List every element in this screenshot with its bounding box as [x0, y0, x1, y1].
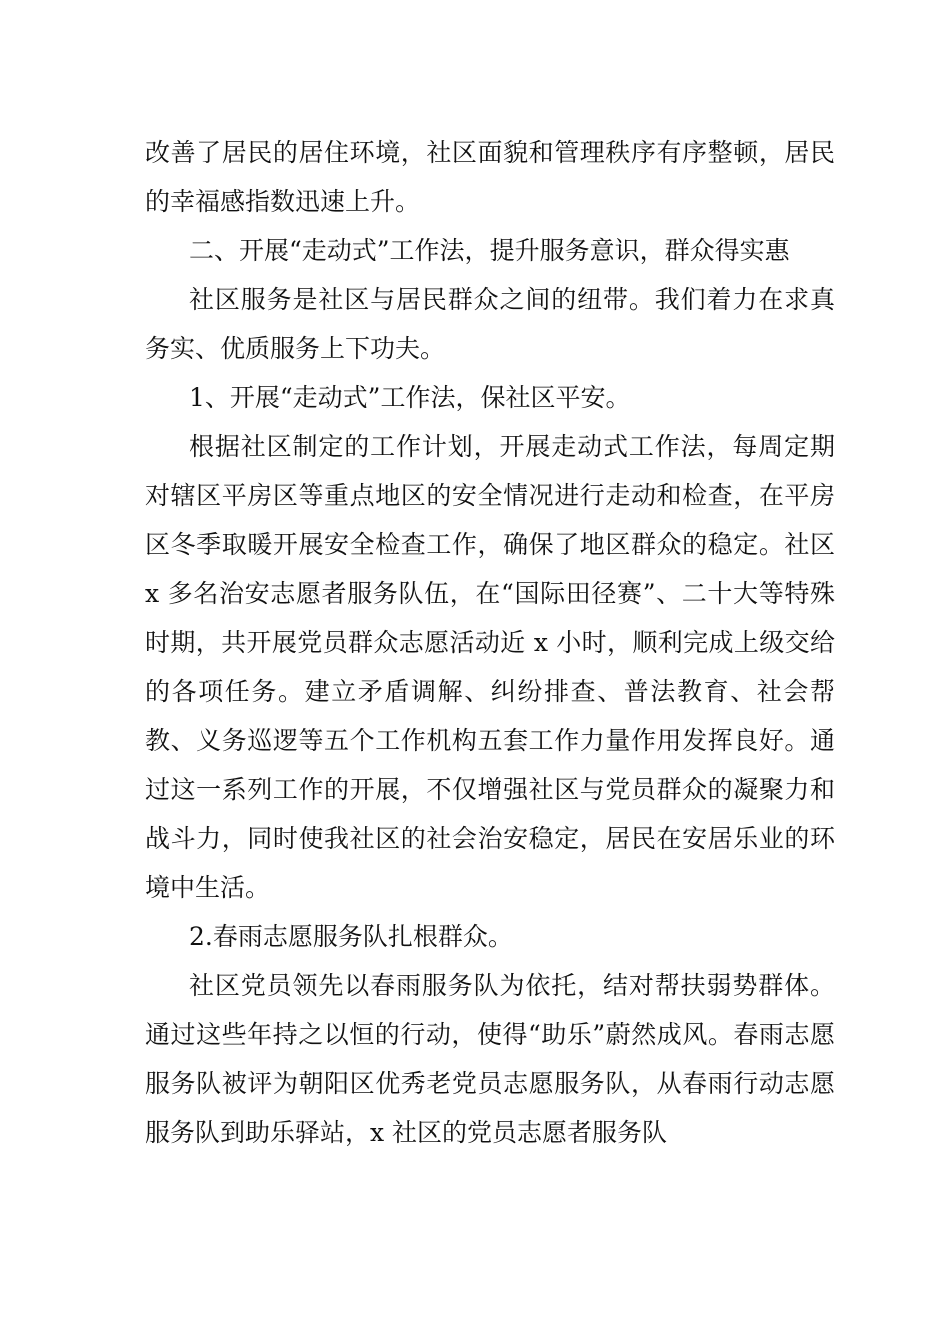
paragraph-intro: 社区服务是社区与居民群众之间的纽带。我们着力在求真务实、优质服务上下功夫。	[145, 285, 835, 363]
paragraph-body-2: 社区党员领先以春雨服务队为依托，结对帮扶弱势群体。通过这些年持之以恒的行动，使得“助乐”蔚然成风。春雨志愿服务队被评为朝阳区优秀老党员志愿服务队，从春雨行动志愿服务队到助乐驿站，x 社区的党员志愿者服务队	[145, 971, 835, 1147]
subheading-2: 2.春雨志愿服务队扎根群众。	[189, 922, 513, 951]
section-heading: 二、开展“走动式”工作法，提升服务意识，群众得实惠	[189, 236, 790, 265]
paragraph-body-1: 根据社区制定的工作计划，开展走动式工作法，每周定期对辖区平房区等重点地区的安全情况进行走动和检查，在平房区冬季取暖开展安全检查工作，确保了地区群众的稳定。社区 x 多名治安志愿者服务队伍，在“国际田径赛”、二十大等特殊时期，共开展党员群众志愿活动近 x 小时，顺利完成上级交给的各项任务。建立矛盾调解、纠纷排查、普法教育、社会帮教、义务巡逻等五个工作机构五套工作力量作用发挥良好。通过这一系列工作的开展，不仅增强社区与党员群众的凝聚力和战斗力，同时使我社区的社会治安稳定，居民在安居乐业的环境中生活。	[145, 432, 835, 902]
document-body	[145, 128, 835, 1157]
subheading-1: 1、开展“走动式”工作法，保社区平安。	[189, 383, 631, 412]
paragraph-continuation: 改善了居民的居住环境，社区面貌和管理秩序有序整顿，居民的幸福感指数迅速上升。	[145, 138, 835, 216]
